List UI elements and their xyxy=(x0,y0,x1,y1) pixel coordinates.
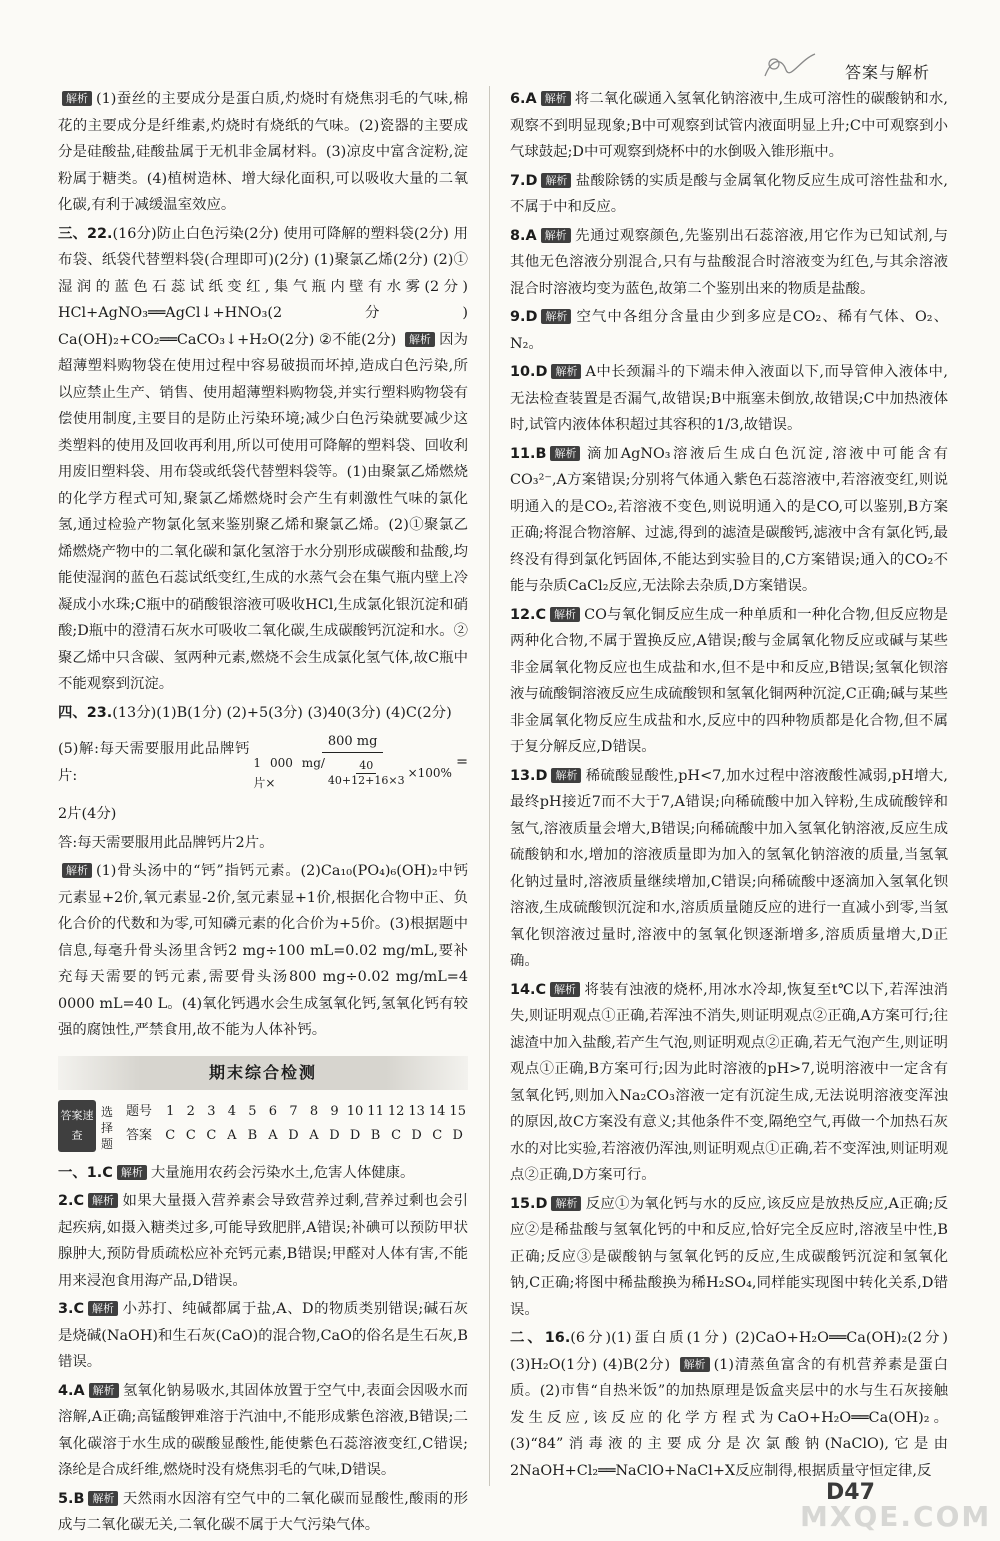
item-number: 9.D xyxy=(510,309,538,325)
item-text: 反应①为氧化钙与水的反应,该反应是放热反应,A正确;反应②是稀盐酸与氢氧化钙的中和反应,恰好完全反应时,溶液呈中性,B正确;反应③是碳酸钠与氢氧化钙的反应,生成碳酸钙沉淀和氢氧化钠,C正确;将图中稀盐酸换为稀H₂SO₄,同样能实现图中转化关系,D错误。 xyxy=(510,1195,948,1318)
item-text: CO与氧化铜反应生成一种单质和一种化合物,但反应物是两种化合物,不属于置换反应,A错误;酸与金属氧化物反应或碱与某些非金属氧化物反应也生成盐和水,但不是中和反应,B错误;氢氧化钡溶液与硫酸铜溶液反应生成硫酸钡和氢氧化铜两种沉淀,C正确;碱与某些非金属氧化物反应生成盐和水,反应中的四种物质都是化合物,但不属于复分解反应,D错误。 xyxy=(510,606,948,755)
question-number: 7 xyxy=(289,1103,298,1119)
analysis-tag: 解析 xyxy=(117,1165,147,1180)
left-column xyxy=(58,86,468,1541)
question-number: 6 xyxy=(268,1103,278,1119)
item-number: 6.A xyxy=(510,91,537,107)
analysis-tag: 解析 xyxy=(88,1193,118,1208)
item-text: 大量施用农药会污染水土,危害人体健康。 xyxy=(150,1164,415,1181)
item-number: 2.C xyxy=(58,1193,85,1209)
item-number: 一、1.C xyxy=(58,1164,113,1181)
analysis-tag: 解析 xyxy=(88,1301,118,1316)
inner-fraction: $\frac{40}{40+12+16\times 3}$ xyxy=(327,758,405,787)
q23-analysis: 解析 (1)骨头汤中的“钙”指钙元素。(2)Ca₁₀(PO₄)₆(OH)₂中钙元素显+2价,氧元素显-2价,氢元素显+1价,根据化合物中正、负化合价的代数和为零,可知磷元素的化合价为+5价。(3)根据题中信息,每毫升骨头汤里含钙2 mg÷100 mL=0.02 mg/mL,要补充每天需要的钙元素,需要骨头汤800 mg÷0.02 mg/mL=4 0000 mL=40 L。(4)氧化钙遇水会生成氢氧化钙,氢氧化钙有较强的腐蚀性,严禁食用,故不能为人体补钙。 xyxy=(58,863,468,1038)
answer-item xyxy=(58,1486,468,1539)
answer-item xyxy=(510,168,948,221)
analysis-tag: 解析 xyxy=(541,228,571,243)
answer-letter: C xyxy=(206,1127,217,1143)
answer-letter: C xyxy=(165,1127,176,1143)
doodle-icon xyxy=(760,50,820,86)
answer-letter: A xyxy=(309,1127,319,1143)
answer-item xyxy=(58,1378,468,1484)
item-number: 3.C xyxy=(58,1301,85,1317)
answer-item xyxy=(510,1191,948,1324)
item-number: 4.A xyxy=(58,1382,85,1399)
item-text: 盐酸除锈的实质是酸与金属氧化物反应生成可溶性盐和水,不属于中和反应。 xyxy=(510,172,948,215)
watermark: MXQE.COM xyxy=(800,1500,992,1533)
question-number: 14 xyxy=(428,1103,446,1119)
answer-letter: D xyxy=(288,1127,299,1143)
question-number: 9 xyxy=(330,1103,339,1119)
answer-box-type: 选择题 xyxy=(100,1104,113,1151)
left-item-list xyxy=(58,1160,468,1539)
analysis-tag: 解析 xyxy=(550,607,580,622)
item-text: 如果大量摄入营养素会导致营养过剩,营养过剩也会引起疾病,如摄入糖类过多,可能导致肥胖,A错误;补碘可以预防甲状腺肿大,预防骨质疏松应补充钙元素,B错误;甲醛对人体有害,不能用来浸泡食用海产品,D错误。 xyxy=(58,1193,468,1289)
column-divider xyxy=(489,86,490,1486)
question-number: 13 xyxy=(408,1103,425,1119)
item-number: 11.B xyxy=(510,445,547,462)
fraction: 800 mg 1 000 mg/片× $\frac{40}{40+12+16\times 3}$ ×100% xyxy=(253,734,452,790)
right-column xyxy=(510,86,948,1486)
item-text: A中长颈漏斗的下端未伸入液面以下,而导管伸入液体中,无法检查装置是否漏气,故错误;B中瓶塞未倒放,故错误;C中加热液体时,试管内液体体积超过其容积的1/3,故错误。 xyxy=(510,364,948,433)
question-number: 3 xyxy=(207,1103,216,1119)
question-number: 10 xyxy=(346,1103,364,1119)
q23-result: 2片(4分) xyxy=(58,806,117,822)
answer-item xyxy=(510,763,948,975)
answer-letter: D xyxy=(452,1127,463,1143)
answer-box-label: 答案速查 xyxy=(58,1100,96,1152)
answer-item xyxy=(510,86,948,166)
item-number: 13.D xyxy=(510,767,548,784)
question-number: 12 xyxy=(387,1103,405,1119)
item-text: 空气中各组分含量由少到多应是CO₂、稀有气体、O₂、N₂。 xyxy=(510,309,948,352)
question-number: 11 xyxy=(367,1103,384,1119)
answer-letter: B xyxy=(247,1127,258,1143)
section-title: 答案与解析 xyxy=(844,63,930,82)
item-number: 14.C xyxy=(510,981,547,998)
item-number: 10.D xyxy=(510,364,548,380)
q23: 四、23.(13分)(1)B(1分) (2)+5(3分) (3)40(3分) (4)C(2分) xyxy=(58,704,452,721)
item-number: 8.A xyxy=(510,227,537,244)
answer-item xyxy=(510,359,948,439)
analysis-tag: 解析 xyxy=(541,309,571,324)
analysis-tag: 解析 xyxy=(405,332,435,347)
answer-item xyxy=(58,1188,468,1294)
answer-item xyxy=(510,223,948,303)
page-header xyxy=(790,46,970,86)
q23-formula: (5)解:每天需要服用此品牌钙片: 800 mg 1 000 mg/片× $\frac{40}{40+12+16\times 3}$ ×100% = xyxy=(58,732,468,793)
item-text: 稀硫酸显酸性,pH<7,加水过程中溶液酸性减弱,pH增大,最终pH接近7而不大于7,A错误;向稀硫酸中加入锌粉,生成硫酸锌和氢气,溶液质量会增大,B错误;向稀硫酸中加入氢氧化钠溶液,反应生成硫酸钠和水,增加的溶液质量即为加入的氢氧化钠溶液的质量,当氢氧化钠过量时,溶液质量继续增加,C错误;向稀硫酸中逐滴加入氢氧化钡溶液,生成硫酸钡沉淀和水,溶质质量随反应的进行一直减小到零,当氢氧化钡溶液过量时,溶液中的氢氧化钡逐渐增多,溶质质量增大,D正确。 xyxy=(510,767,948,969)
analysis-tag: 解析 xyxy=(680,1357,710,1372)
analysis-tag: 解析 xyxy=(89,1383,119,1398)
analysis-tag: 解析 xyxy=(551,768,581,783)
question-number: 4 xyxy=(227,1103,236,1119)
analysis-tag: 解析 xyxy=(541,91,571,106)
question-number-row: 题号 1 2 3 4 5 6 7 8 9 10 11 12 13 14 15 xyxy=(118,1100,468,1124)
analysis-tag: 解析 xyxy=(541,173,571,188)
answer-item xyxy=(510,977,948,1189)
item-text: 将二氧化碳通入氢氧化钠溶液中,生成可溶性的碳酸钠和水,观察不到明显现象;B中可观察到试管内液面明显上升;C中可观察到小气球鼓起;D中可观察到烧杯中的水倒吸入锥形瓶中。 xyxy=(510,91,948,160)
q22: 三、22.(16分)防止白色污染(2分) 使用可降解的塑料袋(2分) 用布袋、纸袋代替塑料袋(合理即可)(2分) (1)聚氯乙烯(2分) (2)①湿润的蓝色石蕊试纸变红,集气瓶内壁有水雾(2分) HCl+AgNO₃══AgCl↓+HNO₃(2分) Ca(OH)₂+CO₂══CaCO₃↓+H₂O(2分) ②不能(2分) 解析 因为超薄塑料购物袋在使用过程中容易破损而坏掉,造成白色污染,所以应禁止生产、销售、使用超薄塑料购物袋,并实行塑料购物袋有偿使用制度,主要目的是防止污染环境;减少白色污染就要减少这类塑料的使用及回收再利用,所以可使用可降解的塑料袋、回收利用废旧塑料袋、用布袋或纸袋代替塑料袋等。(1)由聚氯乙烯燃烧的化学方程式可知,聚氯乙烯燃烧时会产生有刺激性气味的氯化氢,通过检验产物氯化氢来鉴别聚乙烯和聚氯乙烯。(2)①聚氯乙烯燃烧产物中的二氧化碳和氯化氢溶于水分别形成碳酸和盐酸,均能使湿润的蓝色石蕊试纸变红,生成的水蒸气会在集气瓶内壁上冷凝成小水珠;C瓶中的硝酸银溶液可吸收HCl,生成氯化银沉淀和硝酸;D瓶中的澄清石灰水可吸收二氧化碳,生成碳酸钙沉淀和水。②聚乙烯中只含碳、氢两种元素,燃烧不会生成氯化氢气体,故C瓶中不能观察到沉淀。 xyxy=(58,225,468,692)
answer-letter: A xyxy=(268,1127,278,1143)
item-number: 7.D xyxy=(510,172,538,189)
answer-quick-table xyxy=(58,1100,468,1152)
answer-item xyxy=(510,441,948,600)
question-number: 5 xyxy=(248,1103,257,1119)
item-text: 氢氧化钠易吸水,其固体放置于空气中,表面会因吸水而溶解,A正确;高锰酸钾难溶于汽油中,不能形成紫色溶液,B错误;二氧化碳溶于水生成的碳酸显酸性,能使紫色石蕊溶液变红,C错误;涤纶是合成纤维,燃烧时没有烧焦羽毛的气味,D错误。 xyxy=(58,1382,468,1478)
analysis-tag: 解析 xyxy=(550,982,580,997)
item-text: 天然雨水因溶有空气中的二氧化碳而显酸性,酸雨的形成与二氧化碳无关,二氧化碳不属于大气污染气体。 xyxy=(58,1490,468,1533)
answer-letter: D xyxy=(329,1127,340,1143)
answer-letter: D xyxy=(349,1127,361,1143)
answer-row: 答案 C C C A B A D A D D B C D C D xyxy=(118,1124,468,1148)
question-number: 15 xyxy=(449,1103,466,1119)
analysis-tag: 解析 xyxy=(551,364,581,379)
answer-letter: A xyxy=(227,1127,237,1143)
analysis-tag: 解析 xyxy=(62,863,92,878)
answer-item xyxy=(510,602,948,761)
answer-item xyxy=(510,304,948,357)
section-banner: 期末综合检测 xyxy=(58,1056,468,1090)
analysis-tag: 解析 xyxy=(550,446,580,461)
item-text: 小苏打、纯碱都属于盐,A、D的物质类别错误;碱石灰是烧碱(NaOH)和生石灰(CaO)的混合物,CaO的俗名是生石灰,B错误。 xyxy=(58,1301,468,1370)
item-text: 滴加AgNO₃溶液后生成白色沉淀,溶液中可能含有CO₃²⁻,A方案错误;分别将气体通入紫色石蕊溶液中,若溶液变红,则说明通入的是CO₂,若溶液不变色,则说明通入的是CO,可以鉴别,B方案正确;将混合物溶解、过滤,得到的滤渣是碳酸钙,滤液中含有氯化钙,最终没有得到氯化钙固体,不能达到实验目的,C方案错误;通入的CO₂不能与杂质CaCl₂反应,无法除去杂质,D方案错误。 xyxy=(510,445,948,594)
answer-letter: C xyxy=(185,1127,196,1143)
answer-letter: D xyxy=(411,1127,422,1143)
answer-letter: B xyxy=(370,1127,381,1143)
item-text: 先通过观察颜色,先鉴别出石蕊溶液,用它作为已知试剂,与其他无色溶液分别混合,只有与盐酸混合时溶液变为红色,与其余溶液混合时溶液均变为蓝色,故第二个鉴别出来的物质是盐酸。 xyxy=(510,227,948,297)
page-number: D47 xyxy=(826,1480,875,1505)
question-number: 1 xyxy=(166,1103,175,1119)
item-number: 15.D xyxy=(510,1195,548,1212)
question-number: 2 xyxy=(186,1103,195,1119)
q21-analysis: 解析 (1)蚕丝的主要成分是蛋白质,灼烧时有烧焦羽毛的气味,棉花的主要成分是纤维素,灼烧时有烧纸的气味。(2)瓷器的主要成分是硅酸盐,硅酸盐属于无机非金属材料。(3)凉皮中富含淀粉,淀粉属于糖类。(4)植树造林、增大绿化面积,可以吸收大量的二氧化碳,有利于减缓温室效应。 xyxy=(58,91,468,213)
answer-letter: C xyxy=(432,1127,443,1143)
analysis-tag: 解析 xyxy=(62,91,92,106)
item-number: 5.B xyxy=(58,1490,85,1507)
right-item-list xyxy=(510,86,948,1323)
q23-answer: 答:每天需要服用此品牌钙片2片。 xyxy=(58,834,274,851)
analysis-tag: 解析 xyxy=(88,1491,118,1506)
answer-item xyxy=(58,1296,468,1376)
answer-item xyxy=(58,1160,468,1187)
q16: 二、16.(6分)(1)蛋白质(1分) (2)CaO+H₂O══Ca(OH)₂(2分) (3)H₂O(1分) (4)B(2分) 解析 (1)清蒸鱼富含的有机营养素是蛋白质。(2)市售“自热米饭”的加热原理是饭盒夹层中的水与生石灰接触发生反应,该反应的化学方程式为CaO+H₂O══Ca(OH)₂。(3)“84”消毒液的主要成分是次氯酸钠(NaClO),它是由2NaOH+Cl₂══NaClO+NaCl+X反应制得,根据质量守恒定律,反 xyxy=(510,1330,949,1479)
item-text: 将装有浊液的烧杯,用冰水冷却,恢复至t℃以下,若浑浊消失,则证明观点①正确,若浑浊不消失,则证明观点②正确,A方案可行;往滤渣中加入盐酸,若产生气泡,则证明观点②正确,若无气泡产生,则证明观点①正确,B方案可行;因为此时溶液的pH>7,说明溶液中一定含有氢氧化钙,则加入Na₂CO₃溶液一定有沉淀生成,无法说明溶液变浑浊的原因,故C方案没有意义;其他条件不变,隔绝空气,再做一个加热石灰水的对比实验,若溶液仍浑浊,则证明观点①正确,若不变浑浊,则证明观点②正确,D方案可行。 xyxy=(510,981,948,1183)
answer-letter: C xyxy=(391,1127,402,1143)
item-number: 12.C xyxy=(510,606,547,623)
question-number: 8 xyxy=(309,1103,319,1119)
analysis-tag: 解析 xyxy=(551,1196,581,1211)
